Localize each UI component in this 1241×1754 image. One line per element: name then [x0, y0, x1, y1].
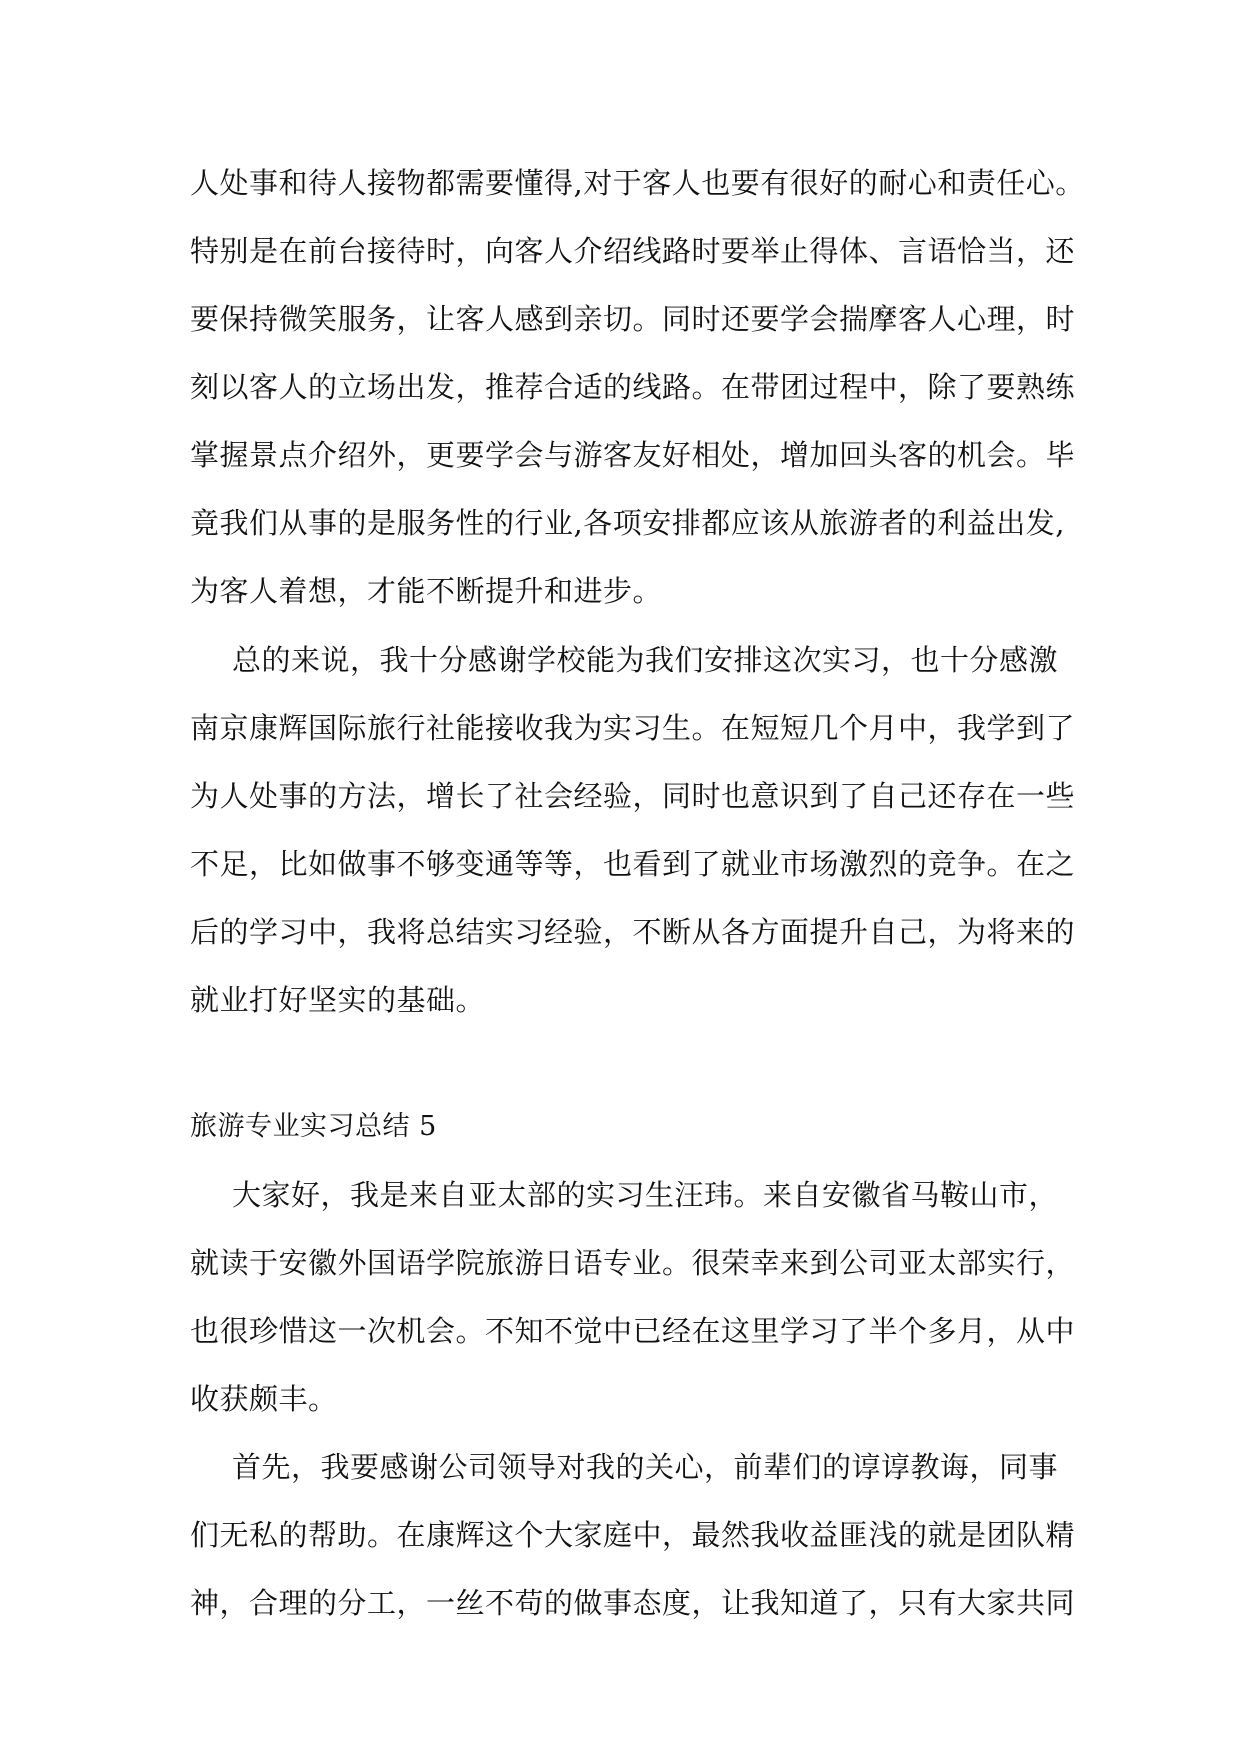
paragraph-line: 为客人着想，才能不断提升和进步。: [190, 574, 663, 608]
paragraph-line: 特别是在前台接待时，向客人介绍线路时要举止得体、言语恰当，还: [190, 234, 1076, 268]
section-heading: 旅游专业实习总结 5: [190, 1111, 437, 1142]
paragraph-line: 为人处事的方法，增长了社会经验，同时也意识到了自己还存在一些: [190, 779, 1076, 813]
paragraph-line: 大家好，我是来自亚太部的实习生汪玮。来自安徽省马鞍山市，: [232, 1178, 1059, 1212]
paragraph-line: 们无私的帮助。在康辉这个大家庭中，最然我收益匪浅的就是团队精: [190, 1518, 1076, 1552]
paragraph-line: 首先，我要感谢公司领导对我的关心，前辈们的谆谆教诲，同事: [232, 1450, 1059, 1484]
paragraph-line: 总的来说，我十分感谢学校能为我们安排这次实习，也十分感激: [232, 643, 1059, 677]
paragraph-line: 要保持微笑服务，让客人感到亲切。同时还要学会揣摩客人心理，时: [190, 302, 1076, 336]
paragraph-line: 就业打好坚实的基础。: [190, 983, 486, 1017]
paragraph-line: 神，合理的分工，一丝不苟的做事态度，让我知道了，只有大家共同: [190, 1586, 1076, 1620]
paragraph-line: 也很珍惜这一次机会。不知不觉中已经在这里学习了半个多月，从中: [190, 1314, 1076, 1348]
paragraph-line: 后的学习中，我将总结实习经验，不断从各方面提升自己，为将来的: [190, 915, 1076, 949]
paragraph-line: 不足，比如做事不够变通等等，也看到了就业市场激烈的竞争。在之: [190, 847, 1076, 881]
paragraph-line: 掌握景点介绍外，更要学会与游客友好相处，增加回头客的机会。毕: [190, 438, 1076, 472]
paragraph-line: 人处事和待人接物都需要懂得,对于客人也要有很好的耐心和责任心。: [190, 166, 1085, 200]
paragraph-line: 刻以客人的立场出发，推荐合适的线路。在带团过程中，除了要熟练: [190, 370, 1076, 404]
paragraph-line: 收获颇丰。: [190, 1382, 338, 1416]
paragraph-line: 竟我们从事的是服务性的行业,各项安排都应该从旅游者的利益出发,: [190, 506, 1065, 540]
paragraph-line: 南京康辉国际旅行社能接收我为实习生。在短短几个月中，我学到了: [190, 711, 1076, 745]
paragraph-line: 就读于安徽外国语学院旅游日语专业。很荣幸来到公司亚太部实行，: [190, 1246, 1076, 1280]
